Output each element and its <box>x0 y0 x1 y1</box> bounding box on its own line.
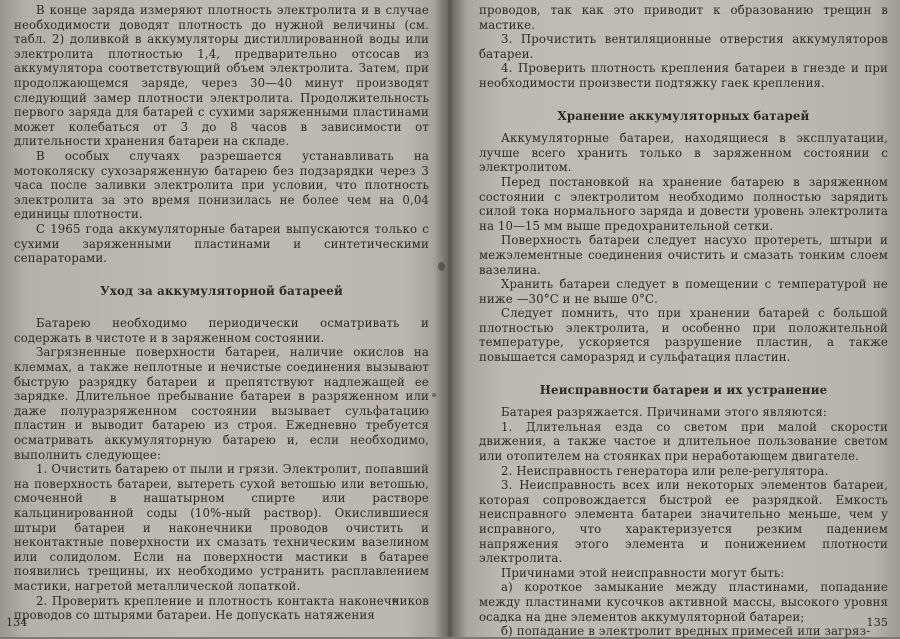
page-number: 134 <box>6 616 28 630</box>
left-page <box>0 0 447 637</box>
paragraph: С 1965 года аккумуляторные батареи выпускаются только с сухими заряженными пластинами и синтетическими сепараторами. <box>14 221 429 266</box>
paragraph: Перед постановкой на хранение батарею в заряженном состоянии с электролитом необходимо полностью зарядить силой тока нормального заряда и довести уровень электролита на 10—15 мм выше предохранительной сетки. <box>479 174 888 233</box>
paragraph: 1. Очистить батарею от пыли и грязи. Электролит, попавший на поверхность батареи, вытереть сухой ветошью или ветошью, смоченной в нашатырном спирте или растворе кальцинированной соды (10%-ный раствор). Окислившиеся штыри батареи и наконечники проводов очистить и неконтактные поверхности их смазать техническим вазелином или солидолом. Если на поверхности мастики в батарее появились трещины, их необходимо устранить расплавлением мастики, нагретой металлической лопаткой. <box>14 462 429 593</box>
paragraph: 1. Длительная езда со светом при малой скорости движения, а также частое и длительное пользование светом или отопителем на стоянках при неработающем двигателе. <box>479 419 888 464</box>
paragraph: 4. Проверить плотность крепления батареи в гнезде и при необходимости произвести подтяжку гаек крепления. <box>479 61 888 90</box>
paragraph: б) попадание в электролит вредных примесей или загряз- <box>501 624 871 639</box>
section-heading: Неисправности батареи и их устранение <box>539 382 828 397</box>
paragraph: 3. Неисправность всех или некоторых элементов батареи, которая сопровождается быстрой ее разрядкой. Емкость неисправного элемента батареи значительно меньше, чем у исправного, что характеризуется резким падением напряжения этого элемента и понижением плотности электролита. <box>479 478 888 566</box>
section-heading: Уход за аккумуляторной батареей <box>100 283 343 298</box>
right-page <box>451 0 900 637</box>
paragraph: Поверхность батареи следует насухо протереть, штыри и межэлементные соединения очистить и смазать тонким слоем вазелина. <box>479 233 888 277</box>
paragraph: Батарея разряжается. Причинами этого являются: <box>501 405 828 420</box>
paragraph: 3. Прочистить вентиляционные отверстия аккумуляторов батареи. <box>479 32 888 61</box>
paragraph: Загрязненные поверхности батареи, наличие окислов на клеммах, а также неплотные и нечистые соединения вызывают быструю разрядку батареи и препятствуют надлежащей ее зарядке. Длительное пребывание батареи в разряженном или даже полуразряженном состоянии вызывает сульфатацию пластин и выводит батарею из строя. Ежедневно требуется осматривать аккумуляторную батарею и, если необходимо, выполнить следующее: <box>14 345 429 462</box>
paragraph: В особых случаях разрешается устанавливать на мотоколяску сухозаряженную батарею без подзарядки через 3 часа после заливки электролита при условии, что плотность электролита за это время понизилась не более чем на 0,04 единицы плотности. <box>14 148 429 222</box>
paragraph: а) короткое замыкание между пластинами, попадание между пластинами кусочков активной массы, высокого уровня осадка на дне элементов аккумуляторной батареи; <box>479 580 888 624</box>
paper-speck <box>392 598 398 603</box>
paragraph: Аккумуляторные батареи, находящиеся в эксплуатации, лучше всего хранить только в заряженном состоянии с электролитом. <box>479 131 888 175</box>
paragraph: Батарею необходимо периодически осматривать и содержать в чистоте и в заряженном состоянии. <box>14 316 429 345</box>
paragraph: 2. Проверить крепление и плотность контакта наконечников проводов со штырями батареи. Не допускать натяжения <box>14 593 429 623</box>
paragraph: Причинами этой неисправности могут быть: <box>501 565 785 580</box>
page-number: 135 <box>866 616 888 630</box>
paragraph: проводов, так как это приводит к образованию трещин в мастике. <box>479 3 888 32</box>
paragraph: Следует помнить, что при хранении батарей с большой плотностью электролита, и особенно при положительной температуре, ускоряется разрушение пластин, а также повышается саморазряд и сульфатация пластин. <box>479 306 888 365</box>
paragraph: В конце заряда измеряют плотность электролита и в случае необходимости доводят плотность до нужной величины (см. табл. 2) доливкой в аккумуляторы дистиллированной воды или электролита плотностью 1,4, предварительно отсосав из аккумулятора соответствующий объем электролита. Затем, при продолжающемся заряде, через 30—40 минут производят следующий замер плотности электролита. Продолжительность первого заряда для батарей с сухими заряженными пластинами может колебаться от 3 до 8 часов в зависимости от длительности хранения батареи на складе. <box>14 3 429 149</box>
paragraph: 2. Неисправность генератора или реле-регулятора. <box>501 463 829 478</box>
paper-speck <box>438 262 445 271</box>
section-heading: Хранение аккумуляторных батарей <box>557 108 810 123</box>
paper-speck <box>432 393 436 397</box>
paragraph: Хранить батареи следует в помещении с температурой не ниже —30°С и не выше 0°С. <box>479 277 888 306</box>
